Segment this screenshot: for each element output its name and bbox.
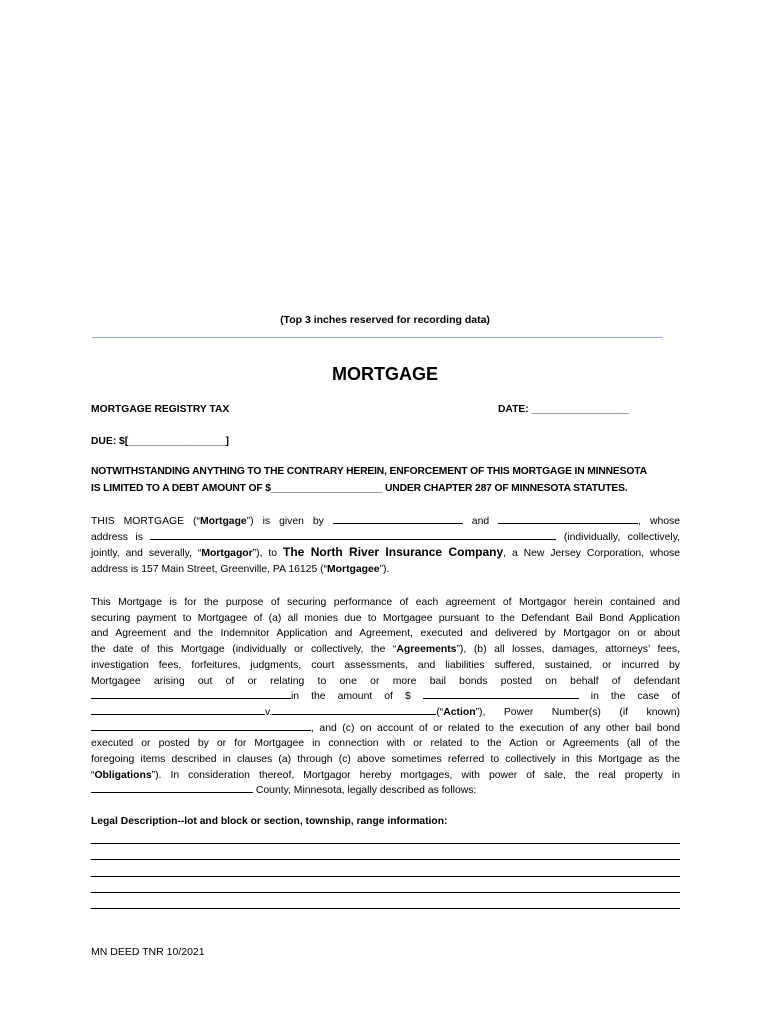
- paragraph-line: [91, 689, 680, 705]
- recording-note: (Top 3 inches reserved for recording data): [280, 314, 490, 326]
- paragraph-line: foregoing items described in clauses (a) through (c) above sometimes referred to collectively in this Mortgage as the: [91, 754, 680, 766]
- text-fragment: v.: [265, 706, 273, 718]
- text-fragment: the date of this Mortgage (individually or collectively, the “: [91, 644, 397, 656]
- legal-description-line[interactable]: [91, 892, 680, 893]
- paragraph-line: [91, 562, 680, 578]
- mortgagor-name-blank[interactable]: [333, 514, 463, 524]
- text-fragment: ”). In consideration thereof, Mortgagor hereby mortgages, with power of sale, the real property in: [151, 769, 680, 781]
- paragraph-line: [91, 530, 680, 546]
- text-fragment: (“: [436, 706, 444, 718]
- paragraph-line: [91, 545, 680, 562]
- paragraph-line: Mortgagee arising out of or relating to one or more bail bonds posted on behalf of defendant: [91, 675, 680, 687]
- text-fragment: , and (c) on account of or related to the execution of any other bail bond: [311, 722, 680, 734]
- legal-description-lines: [91, 843, 680, 924]
- text-fragment: ”), (b) all losses, damages, attorneys’ fees,: [456, 644, 680, 656]
- document-title: MORTGAGE: [332, 364, 438, 384]
- date-field: DATE: _________________: [498, 404, 629, 415]
- company-name: The North River Insurance Company: [283, 545, 504, 560]
- defendant-name-blank[interactable]: [91, 689, 291, 699]
- paragraph-line: [91, 768, 680, 784]
- county-blank[interactable]: [91, 783, 253, 793]
- due-field: DUE: $[_________________]: [91, 436, 229, 447]
- paragraph-line: [91, 514, 680, 530]
- form-footer: MN DEED TNR 10/2021: [91, 946, 205, 958]
- text-fragment: jointly, and severally, “: [91, 548, 202, 560]
- text-fragment: address is: [91, 531, 143, 543]
- text-fragment: THIS MORTGAGE (“: [91, 516, 200, 527]
- defined-term-obligations: Obligations: [94, 769, 152, 781]
- notice-line-2: IS LIMITED TO A DEBT AMOUNT OF $____________________ UNDER CHAPTER 287 OF MINNESOTA STATUTES.: [91, 483, 628, 494]
- paragraph-line: [91, 705, 680, 721]
- text-fragment: ”).: [379, 564, 390, 576]
- legal-description-line[interactable]: [91, 859, 680, 860]
- legal-description-label: Legal Description--lot and block or section, township, range information:: [91, 816, 448, 827]
- registry-tax-label: MORTGAGE REGISTRY TAX: [91, 404, 230, 415]
- obligations-paragraph: [91, 595, 680, 799]
- paragraph-line: executed or posted by or for Mortgagee in connection with or related to the Action or Agreements (all of the: [91, 738, 680, 750]
- parties-paragraph: [91, 514, 680, 578]
- legal-description-line[interactable]: [91, 876, 680, 877]
- text-fragment: and: [471, 516, 490, 527]
- text-fragment: ”) is given by: [246, 516, 324, 527]
- mortgagor-address-blank[interactable]: [150, 530, 556, 540]
- recording-divider: [92, 337, 662, 338]
- text-fragment: “: [91, 769, 95, 781]
- bond-amount-blank[interactable]: [423, 689, 579, 699]
- paragraph-line: [91, 721, 680, 737]
- legal-description-line[interactable]: [91, 843, 680, 844]
- notice-line-1: NOTWITHSTANDING ANYTHING TO THE CONTRARY HEREIN, ENFORCEMENT OF THIS MORTGAGE IN MINNESOTA: [91, 466, 647, 477]
- text-fragment: County, Minnesota, legally described as follows:: [253, 785, 477, 797]
- power-number-blank[interactable]: [91, 721, 311, 731]
- text-fragment: ”), Power Number(s) (if known): [475, 706, 680, 718]
- defined-term-mortgagor: Mortgagor: [201, 548, 253, 560]
- paragraph-line: securing payment to Mortgagee of (a) all monies due to Mortgagee pursuant to the Defendant Bail Bond Application: [91, 612, 680, 624]
- text-fragment: , whose: [638, 516, 680, 527]
- text-fragment: , a New Jersey Corporation, whose: [503, 548, 680, 560]
- paragraph-line: investigation fees, forfeitures, judgments, court assessments, and liabilities suffered, sustained, or incurred by: [91, 659, 680, 671]
- mortgagor-name-blank-2[interactable]: [498, 514, 638, 524]
- paragraph-line: This Mortgage is for the purpose of securing performance of each agreement of Mortgagor herein contained and: [91, 597, 680, 608]
- text-fragment: address is 157 Main Street, Greenville, PA 16125 (“: [91, 564, 328, 576]
- text-fragment: (individually, collectively,: [563, 531, 681, 543]
- defined-term-mortgage: Mortgage: [199, 516, 247, 527]
- plaintiff-blank[interactable]: [91, 705, 265, 715]
- defined-term-action: Action: [443, 706, 476, 718]
- text-fragment: in the amount of $: [291, 691, 411, 703]
- paragraph-line: [91, 642, 680, 658]
- legal-description-line[interactable]: [91, 908, 680, 909]
- defined-term-mortgagee: Mortgagee: [327, 564, 380, 576]
- text-fragment: ”), to: [252, 548, 283, 560]
- paragraph-line: [91, 783, 680, 799]
- text-fragment: in the case of: [590, 691, 681, 703]
- defendant-case-blank[interactable]: [272, 705, 436, 715]
- paragraph-line: and Agreement and the Indemnitor Application and Agreement, executed and delivered by Mortgagor on or about: [91, 628, 680, 640]
- defined-term-agreements: Agreements: [396, 644, 457, 656]
